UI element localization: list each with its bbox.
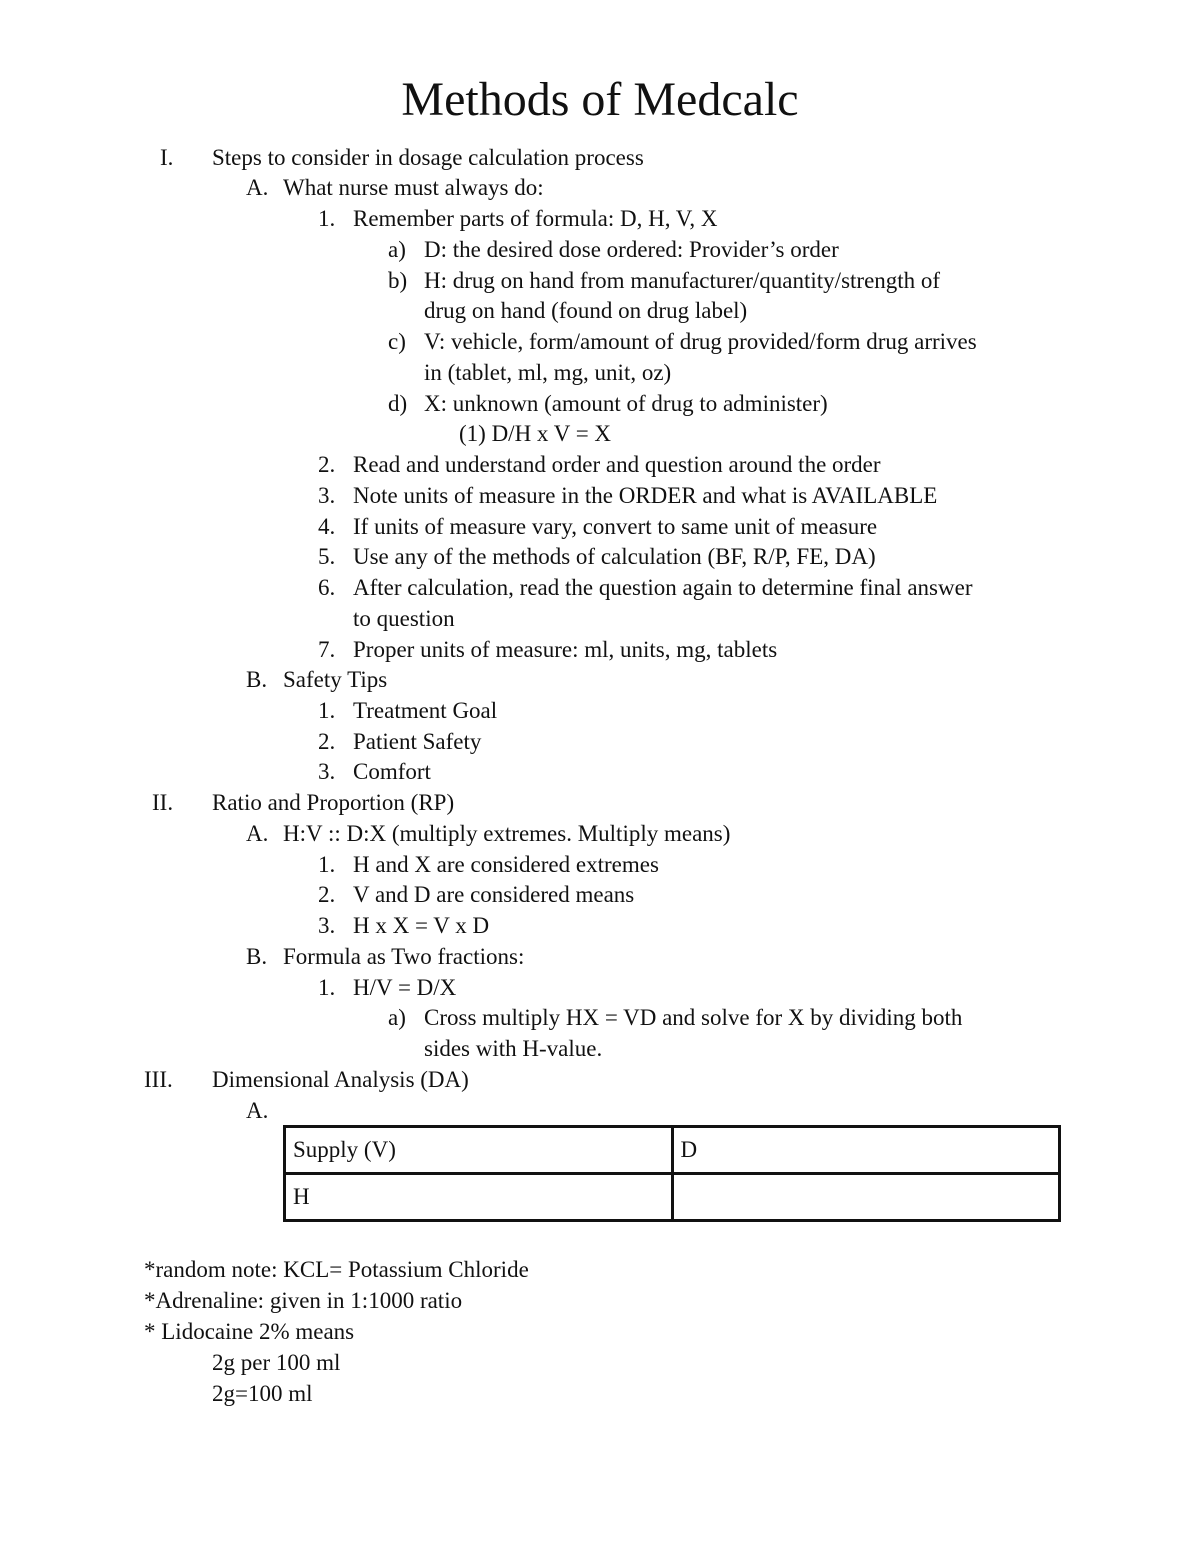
outline-item: Use any of the methods of calculation (BF, R/P, FE, DA) — [353, 544, 876, 569]
section-i-heading: Steps to consider in dosage calculation process — [212, 145, 644, 170]
outline-item: If units of measure vary, convert to same unit of measure — [353, 514, 878, 539]
outline-item: H x X = V x D — [353, 913, 490, 938]
section-i-marker: I. — [160, 145, 174, 170]
outline-item: Note units of measure in the ORDER and what is AVAILABLE — [353, 483, 938, 508]
outline-marker: b) — [388, 268, 408, 293]
outline-marker: 2. — [318, 729, 336, 754]
outline-marker: 2. — [318, 882, 336, 907]
page-title: Methods of Medcalc — [401, 73, 799, 126]
section-iii-marker: III. — [144, 1067, 173, 1092]
outline-item: Cross multiply HX = VD and solve for X by dividing both — [424, 1005, 963, 1030]
table-row — [285, 1174, 1060, 1221]
outline-marker: 5. — [318, 544, 336, 569]
note-line: 2g per 100 ml — [212, 1350, 341, 1375]
outline-item: H:V :: D:X (multiply extremes. Multiply means) — [283, 821, 731, 846]
outline-marker: a) — [388, 237, 406, 262]
outline-item: Comfort — [353, 759, 431, 784]
outline-marker: A. — [246, 1098, 269, 1123]
outline-marker: 3. — [318, 759, 336, 784]
outline-item: Proper units of measure: ml, units, mg, tablets — [353, 637, 778, 662]
outline-marker: 1. — [318, 975, 336, 1000]
outline-item: Treatment Goal — [353, 698, 498, 723]
outline-marker: d) — [388, 391, 408, 416]
outline-marker: a) — [388, 1005, 406, 1030]
section-ii-marker: II. — [152, 790, 174, 815]
table-row — [285, 1127, 1060, 1174]
note-line: *Adrenaline: given in 1:1000 ratio — [144, 1288, 463, 1313]
table-cell: H — [285, 1174, 673, 1221]
outline-marker: 1. — [318, 206, 336, 231]
outline-item-continuation: drug on hand (found on drug label) — [424, 298, 748, 323]
outline-item: Remember parts of formula: D, H, V, X — [353, 206, 718, 231]
outline-item: Read and understand order and question around the order — [353, 452, 881, 477]
outline-item-continuation: to question — [353, 606, 455, 631]
outline-marker: 3. — [318, 483, 336, 508]
outline-item: H/V = D/X — [353, 975, 457, 1000]
table-cell — [672, 1174, 1060, 1221]
outline-marker: B. — [246, 667, 268, 692]
outline-item: H and X are considered extremes — [353, 852, 659, 877]
outline-item: X: unknown (amount of drug to administer) — [424, 391, 828, 416]
outline-item: D: the desired dose ordered: Provider’s order — [424, 237, 839, 262]
outline-marker: A. — [246, 175, 269, 200]
table-cell: D — [672, 1127, 1060, 1174]
outline-marker: 1. — [318, 698, 336, 723]
outline-marker: 7. — [318, 637, 336, 662]
outline-marker: 3. — [318, 913, 336, 938]
outline-item: What nurse must always do: — [283, 175, 544, 200]
outline-item: V and D are considered means — [353, 882, 635, 907]
table-cell: Supply (V) — [285, 1127, 673, 1174]
outline-marker: c) — [388, 329, 406, 354]
outline-item-continuation: in (tablet, ml, mg, unit, oz) — [424, 360, 672, 385]
section-ii-heading: Ratio and Proportion (RP) — [212, 790, 455, 815]
outline-marker: B. — [246, 944, 268, 969]
section-iii-heading: Dimensional Analysis (DA) — [212, 1067, 469, 1092]
outline-item-continuation: sides with H-value. — [424, 1036, 603, 1061]
outline-item: Patient Safety — [353, 729, 482, 754]
outline-marker: 6. — [318, 575, 336, 600]
note-line: * Lidocaine 2% means — [144, 1319, 355, 1344]
outline-marker: 1. — [318, 852, 336, 877]
outline-item: Safety Tips — [283, 667, 388, 692]
formula-line: (1) D/H x V = X — [459, 421, 612, 446]
outline-marker: 2. — [318, 452, 336, 477]
outline-marker: 4. — [318, 514, 336, 539]
outline-item: Formula as Two fractions: — [283, 944, 525, 969]
outline-item: H: drug on hand from manufacturer/quantity/strength of — [424, 268, 941, 293]
dimensional-analysis-table — [283, 1125, 1061, 1222]
note-line: *random note: KCL= Potassium Chloride — [144, 1257, 529, 1282]
note-line: 2g=100 ml — [212, 1381, 313, 1406]
outline-marker: A. — [246, 821, 269, 846]
outline-item: After calculation, read the question again to determine final answer — [353, 575, 973, 600]
outline-item: V: vehicle, form/amount of drug provided/form drug arrives — [424, 329, 977, 354]
